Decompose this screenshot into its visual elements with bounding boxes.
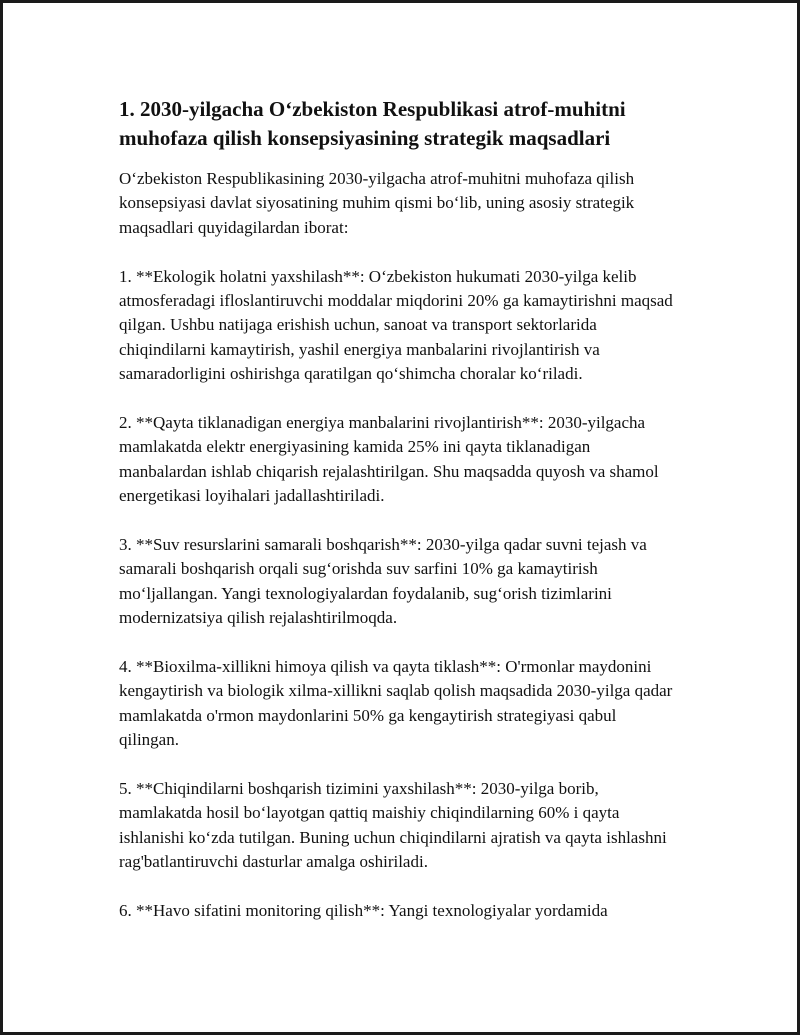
goal-item-3: 3. **Suv resurslarini samarali boshqarish**: 2030-yilga qadar suvni tejash va samarali boshqarish orqali sug‘orishda suv sarfini 10% ga kamaytirish mo‘ljallangan. Yangi texnologiyalardan foydalanib, sug‘orish tizimlarini modernizatsiya qilish rejalashtirilmoqda. [119, 535, 647, 628]
goal-item-1: 1. **Ekologik holatni yaxshilash**: O‘zbekiston hukumati 2030-yilga kelib atmosferadagi ifloslantiruvchi moddalar miqdorini 20% ga kamaytirishni maqsad qilgan. Ushbu natijaga erishish uchun, sanoat va transport sektorlarida chiqindilarni kamaytirish, yashil energiya manbalarini rivojlantirish va samaradorligini oshirishga qaratilgan qo‘shimcha choralar ko‘riladi. [119, 266, 673, 384]
goal-item-5: 5. **Chiqindilarni boshqarish tizimini yaxshilash**: 2030-yilga borib, mamlakatda hosil bo‘layotgan qattiq maishiy chiqindilarning 60% i qayta ishlanishi ko‘zda tutilgan. Buning uchun chiqindilarni ajratish va qayta ishlashni rag'batlantiruvchi dasturlar amalga oshiriladi. [119, 779, 667, 872]
intro-paragraph: O‘zbekiston Respublikasining 2030-yilgacha atrof-muhitni muhofaza qilish konsepsiyasi davlat siyosatining muhim qismi bo‘lib, uning asosiy strategik maqsadlari quyidagilardan iborat: [119, 169, 635, 237]
document-content [119, 95, 679, 948]
goal-item-4: 4. **Bioxilma-xillikni himoya qilish va qayta tiklash**: O'rmonlar maydonini kengaytirish va biologik xilma-xillikni saqlab qolish maqsadida 2030-yilga qadar mamlakatda o'rmon maydonlarini 50% ga kengaytirish strategiyasi qabul qilingan. [119, 657, 673, 750]
document-title: 1. 2030-yilgacha O‘zbekiston Respublikasi atrof-muhitni muhofaza qilish konsepsiyasining strategik maqsadlari [119, 97, 626, 150]
goal-item-6: 6. **Havo sifatini monitoring qilish**: Yangi texnologiyalar yordamida [119, 901, 608, 921]
goal-item-2: 2. **Qayta tiklanadigan energiya manbalarini rivojlantirish**: 2030-yilgacha mamlakatda elektr energiyasining kamida 25% ini qayta tiklanadigan manbalardan ishlab chiqarish rejalashtirilgan. Shu maqsadda quyosh va shamol energetikasi loyihalari jadallashtiriladi. [119, 413, 659, 506]
